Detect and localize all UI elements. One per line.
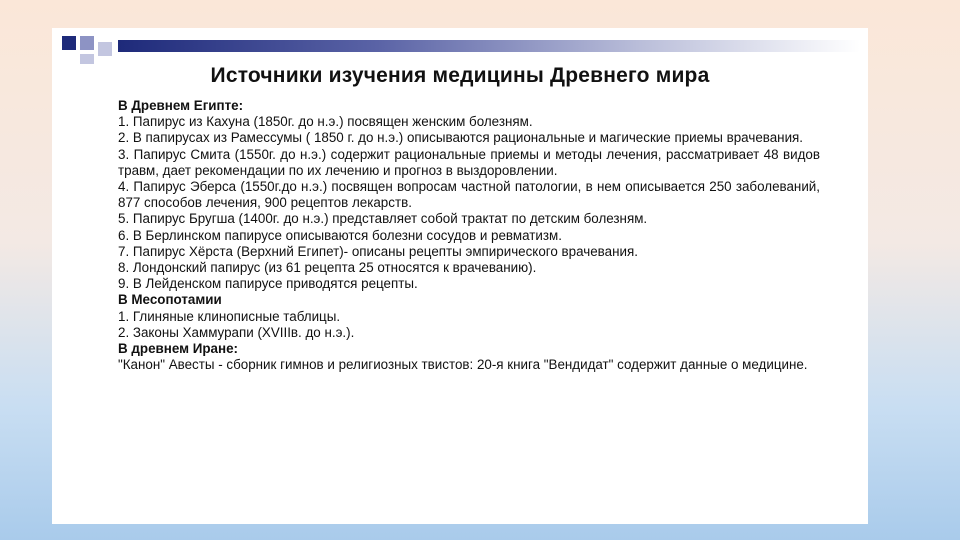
deco-square — [98, 42, 112, 56]
deco-square — [80, 54, 94, 64]
section-heading-egypt: В Древнем Египте: — [118, 98, 244, 113]
list-item: 4. Папирус Эберса (1550г.до н.э.) посвящен вопросам частной патологии, в нем описывается 250 заболеваний, 877 способов лечения, 900 рецептов лекарств. — [118, 179, 820, 211]
list-item: 1. Папирус из Кахуна (1850г. до н.э.) посвящен женским болезням. — [118, 114, 533, 130]
list-item: "Канон" Авесты - сборник гимнов и религиозных твистов: 20-я книга "Вендидат" содержит данные о медицине. — [118, 357, 808, 373]
list-item: 1. Глиняные клинописные таблицы. — [118, 308, 341, 324]
section-heading-mesopotamia: В Месопотамии — [118, 292, 222, 308]
list-item: 5. Папирус Бругша (1400г. до н.э.) представляет собой трактат по детским болезням. — [118, 211, 648, 227]
deco-square — [62, 36, 76, 50]
list-item: 6. В Берлинском папирусе описываются болезни сосудов и ревматизм. — [118, 227, 562, 243]
slide-title: Источники изучения медицины Древнего мира — [210, 64, 710, 87]
list-item: 8. Лондонский папирус (из 61 рецепта 25 относятся к врачеванию). — [118, 260, 537, 276]
list-item: 7. Папирус Хёрста (Верхний Египет)- описаны рецепты эмпирического врачевания. — [118, 243, 638, 259]
title-accent-bar — [118, 40, 860, 52]
list-item: 2. В папирусах из Рамессумы ( 1850 г. до н.э.) описываются рациональные и магические приемы врачевания. — [118, 130, 804, 146]
section-heading-iran: В древнем Иране: — [118, 341, 238, 357]
list-item: 9. В Лейденском папирусе приводятся рецепты. — [118, 276, 418, 292]
list-item: 2. Законы Хаммурапи (XVIIIв. до н.э.). — [118, 324, 355, 340]
deco-square — [80, 36, 94, 50]
list-item: 3. Папирус Смита (1550г. до н.э.) содержит рациональные приемы и методы лечения, рассматривает 48 видов травм, дает рекомендации по их лечению и прогноз в выздоровлении. — [118, 146, 820, 178]
slide — [52, 28, 868, 524]
slide-content — [118, 98, 820, 373]
